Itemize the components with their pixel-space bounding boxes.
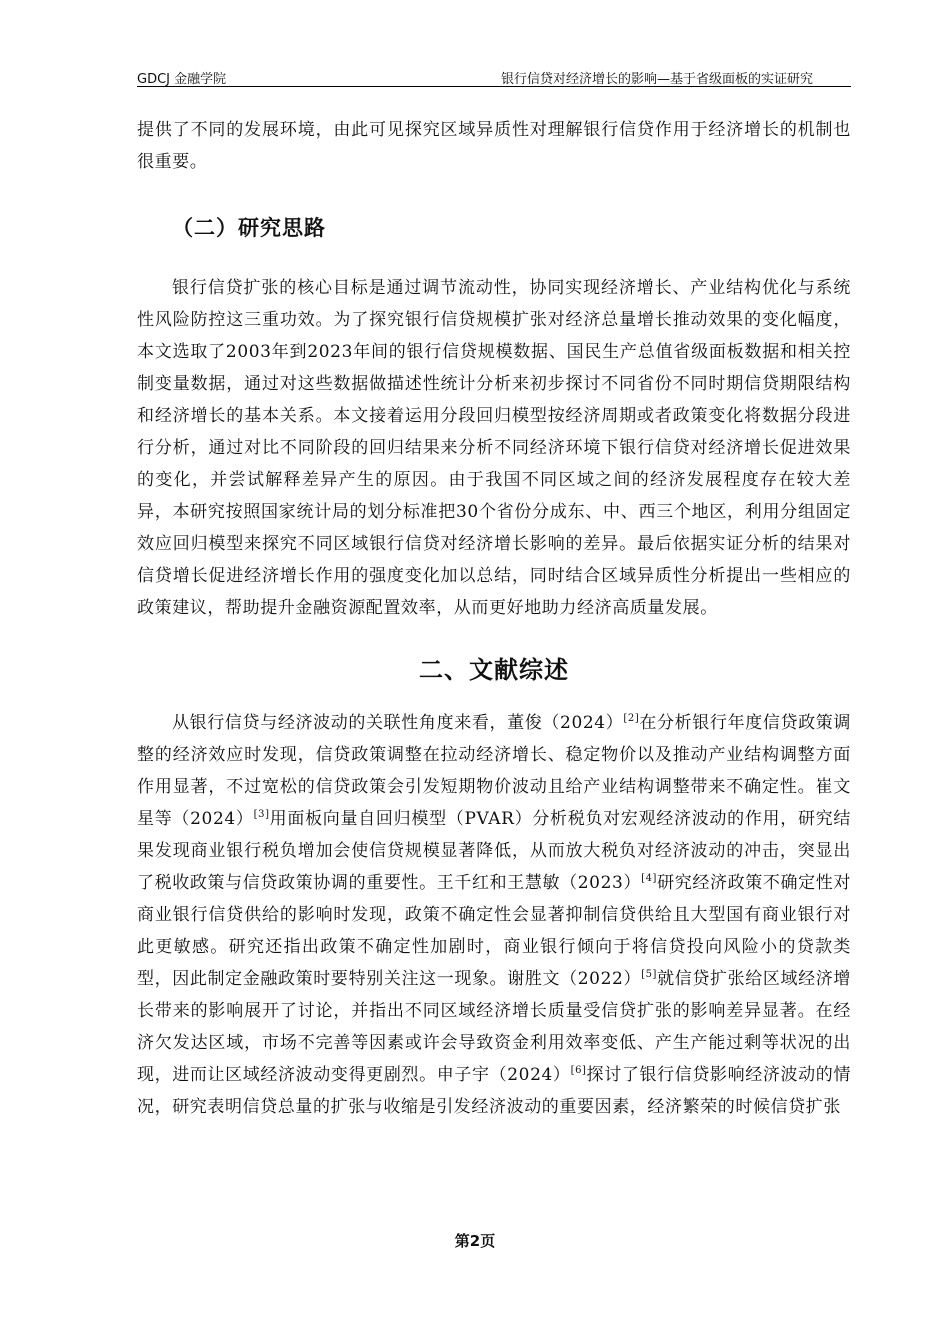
- section-text-4: 研究经济政策不确定性对商业银行信贷供给的影响时发现，政策不确定性会显著抑制信贷供给且大型国有商业银行对此更敏感。研究还指出政策不确定性加剧时，商业银行倾向于将信贷投向风险小的贷款类型，因此制定金融政策时要特别关注这一现象。谢胜文（2022）: [137, 873, 851, 989]
- section-text-3: 用面板向量自回归模型（PVAR）分析税负对宏观经济波动的作用，研究结果发现商业银行税负增加会使信贷规模显著降低，从而放大税负对经济波动的冲击，突显出了税收政策与信贷政策协调的重要性。王千红和王慧敏（2023）: [137, 809, 851, 893]
- citation-ref: [4]: [641, 873, 658, 884]
- section-text-5: 就信贷扩张给区域经济增长带来的影响展开了讨论，并指出不同区域经济增长质量受信贷扩张的影响差异显著。在经济欠发达区域，市场不完善等因素或许会导致资金利用效率变低、产生产能过剩等状况的出现，进而让区域经济波动变得更剧烈。申子宇（2024）: [137, 969, 851, 1085]
- page-number: 第2页: [454, 1232, 496, 1250]
- section-text-2: 在分析银行年度信贷政策调整的经济效应时发现，信贷政策调整在拉动经济增长、稳定物价以及推动产业结构调整方面作用显著，不过宽松的信贷政策会引发短期物价波动且给产业结构调整带来不确定性。崔文星等（2024）: [137, 713, 851, 829]
- header-right-text: 银行信贷对经济增长的影响—基于省级面板的实证研究: [500, 72, 813, 87]
- subsection-paragraph: 银行信贷扩张的核心目标是通过调节流动性，协同实现经济增长、产业结构优化与系统性风险防控这三重功效。为了探究银行信贷规模扩张对经济总量增长推动效果的变化幅度，本文选取了2003年到2023年间的银行信贷规模数据、国民生产总值省级面板数据和相关控制变量数据，通过对这些数据做描述性统计分析来初步探讨不同省份不同时期信贷期限结构和经济增长的基本关系。本文接着运用分段回归模型按经济周期或者政策变化将数据分段进行分析，通过对比不同阶段的回归结果来分析不同经济环境下银行信贷对经济增长促进效果的变化，并尝试解释差异产生的原因。由于我国不同区域之间的经济发展程度存在较大差异，本研究按照国家统计局的划分标准把30个省份分成东、中、西三个地区，利用分组固定效应回归模型来探究不同区域银行信贷对经济增长影响的差异。最后依据实证分析的结果对信贷增长促进经济增长作用的强度变化加以总结，同时结合区域异质性分析提出一些相应的政策建议，帮助提升金融资源配置效率，从而更好地助力经济高质量发展。: [137, 278, 851, 618]
- subsection-title: （二）研究思路: [172, 216, 326, 240]
- citation-ref: [2]: [623, 713, 640, 724]
- citation-ref: [3]: [253, 809, 270, 820]
- section-text-1: 从银行信贷与经济波动的关联性角度来看，董俊（2024）: [172, 713, 624, 733]
- section-paragraph: [137, 707, 851, 1123]
- page-content: [137, 114, 851, 1123]
- citation-ref: [6]: [570, 1065, 587, 1076]
- header-left-text: GDCJ 金融学院: [137, 72, 227, 87]
- section-text-6: 探讨了银行信贷影响经济波动的情况，研究表明信贷总量的扩张与收缩是引发经济波动的重要因素，经济繁荣的时候信贷扩张: [137, 1065, 851, 1117]
- citation-ref: [5]: [641, 969, 658, 980]
- page-header: [137, 66, 851, 87]
- intro-paragraph: 提供了不同的发展环境，由此可见探究区域异质性对理解银行信贷作用于经济增长的机制也很重要。: [137, 120, 851, 172]
- section-title: 二、文献综述: [419, 656, 569, 684]
